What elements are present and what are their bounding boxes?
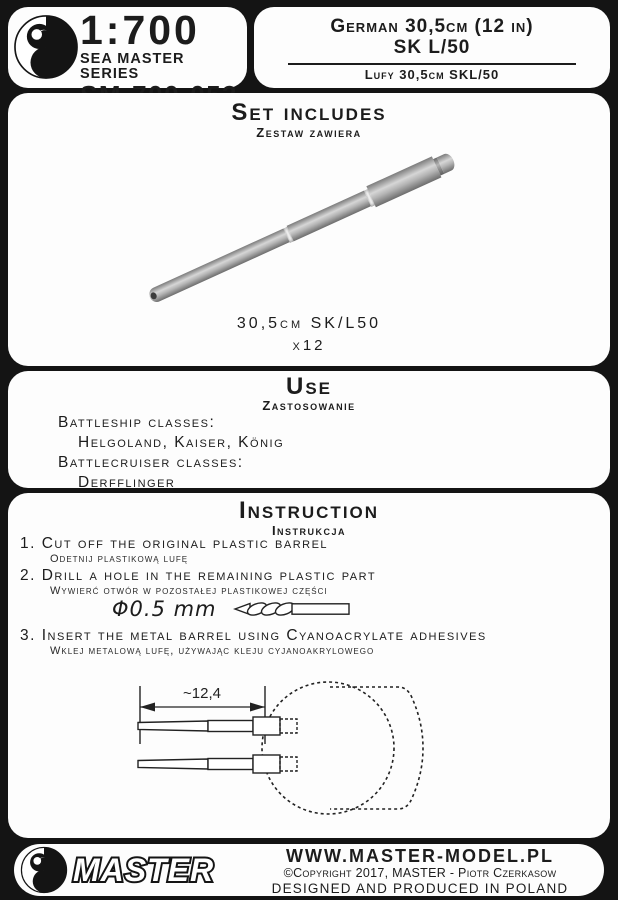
barrel-tube-front [147, 228, 290, 304]
barrel-breech [366, 156, 441, 207]
use-heading: Use [285, 373, 332, 400]
product-subtitle-pl: Lufy 30,5cm SKL/50 [364, 67, 500, 82]
instruction-step [20, 535, 600, 565]
use-line: Battlecruiser classes: [58, 454, 244, 471]
master-logo-icon [13, 14, 79, 80]
barrel-quantity: x12 [292, 337, 326, 354]
diagram-barrel [138, 717, 297, 735]
instruction-panel [8, 493, 610, 838]
product-title-line1: German 30,5cm (12 in) [330, 16, 534, 37]
footer-copyright: ©Copyright 2017, MASTER - Piotr Czerkasow [283, 866, 557, 880]
metal-barrel-render [145, 149, 458, 308]
instruction-heading: Instruction [238, 497, 380, 524]
step-text-en: 3. Insert the metal barrel using Cyanoacrylate adhesives [20, 627, 487, 644]
diagram-barrel [138, 755, 297, 773]
series-text: SEA MASTER SERIES [80, 51, 185, 82]
set-includes-heading: Set includes [231, 99, 387, 126]
use-subheading: Zastosowanie [262, 398, 356, 413]
footer-panel [14, 844, 604, 896]
master-wordmark [71, 851, 239, 889]
dimension-label: ~12,4 [183, 685, 221, 702]
barrel-tube-mid [287, 191, 371, 242]
set-includes-panel [8, 93, 610, 366]
step-text-pl: Wywierć otwór w pozostałej plastikowej części [50, 585, 328, 597]
instruction-step [20, 627, 600, 657]
use-line: Helgoland, Kaiser, König [78, 434, 285, 451]
step-text-en: 1. Cut off the original plastic barrel [20, 535, 329, 552]
assembly-diagram [8, 678, 618, 833]
instruction-step [20, 567, 600, 597]
drill-bit-icon [233, 600, 353, 618]
header-title-panel [254, 7, 610, 88]
use-line: Derfflinger [78, 474, 176, 491]
barrel-caption: 30,5cm SK/L50 [236, 315, 382, 332]
scale-text: 1:700 [80, 7, 200, 53]
drill-diameter-label: Φ0.5 mm [112, 597, 217, 621]
svg-text:MASTER: MASTER [73, 852, 215, 888]
footer-origin: DESIGNED AND PRODUCED IN POLAND [271, 881, 569, 896]
footer-website: WWW.MASTER-MODEL.PL [286, 846, 554, 866]
turret-ring-outline [262, 682, 394, 814]
title-divider [288, 63, 576, 65]
step-text-en: 2. Drill a hole in the remaining plastic part [20, 567, 377, 584]
set-includes-subheading: Zestaw zawiera [256, 125, 362, 140]
turret-house-outline [330, 687, 423, 809]
product-title-line2: SK L/50 [393, 37, 471, 58]
master-logo-icon [20, 846, 68, 894]
step-text-pl: Wklej metalową lufę, używając kleju cyjanoakrylowego [50, 645, 375, 657]
instruction-subheading: Instrukcja [271, 523, 347, 538]
header-brand-panel [8, 7, 247, 88]
use-panel [8, 371, 610, 491]
use-line: Battleship classes: [58, 414, 216, 431]
step-text-pl: Odetnij plastikową lufę [50, 553, 189, 565]
